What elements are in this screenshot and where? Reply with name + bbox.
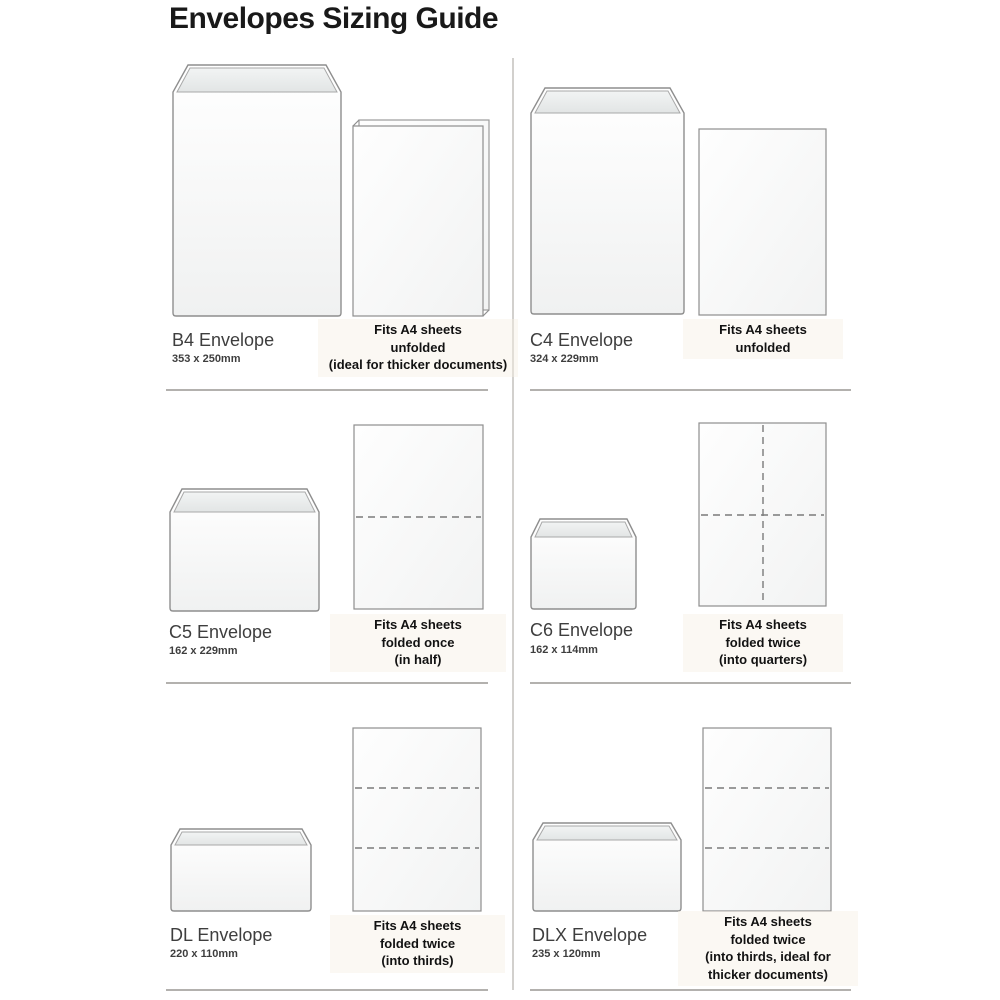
c5-envelope-graphic [169, 488, 320, 612]
c4-a4-sheet-graphic [698, 128, 827, 316]
row1-divider-left [166, 389, 488, 391]
dl-envelope-graphic [170, 828, 312, 912]
b4-envelope-size: 353 x 250mm [172, 353, 241, 365]
envelope-body [173, 65, 341, 316]
envelope-flap [537, 826, 677, 840]
c6-a4-sheet-graphic [698, 422, 827, 607]
c5-a4-sheet-graphic [353, 424, 484, 610]
c4-caption [683, 319, 843, 359]
c5-envelope-name: C5 Envelope [169, 622, 273, 642]
envelope-flap [175, 832, 307, 845]
caption-line: Fits A4 sheets [719, 322, 807, 337]
dlx-caption [678, 911, 858, 986]
c4-envelope-graphic [530, 87, 685, 315]
b4-envelope-graphic [172, 64, 342, 317]
envelope-flap [177, 68, 337, 92]
caption-line: (into thirds, ideal for [705, 949, 831, 964]
caption-line: folded twice [730, 931, 806, 947]
c6-envelope-name: C6 Envelope [530, 620, 634, 640]
caption-line: (ideal for thicker documents) [328, 357, 508, 372]
dlx-envelope-graphic [532, 822, 682, 912]
dlx-a4-sheet-graphic [702, 727, 832, 912]
sheet [353, 728, 481, 911]
dlx-envelope-size: 235 x 120mm [532, 948, 601, 960]
dl-envelope-name: DL Envelope [170, 925, 273, 945]
caption-line: (into quarters) [718, 652, 808, 667]
c5-envelope-size: 162 x 229mm [169, 645, 238, 657]
caption-line: unfolded [735, 339, 791, 355]
c6-envelope-size: 162 x 114mm [530, 644, 598, 656]
caption-line: Fits A4 sheets [724, 914, 812, 929]
caption-line: folded twice [379, 935, 456, 951]
c4-envelope-size: 324 x 229mm [530, 353, 599, 365]
c4-envelope-name: C4 Envelope [530, 330, 634, 350]
caption-line: (in half) [394, 652, 442, 667]
envelope-flap [535, 522, 632, 537]
row2-divider-left [166, 682, 488, 684]
row2-divider-right [530, 682, 851, 684]
dl-caption [330, 915, 505, 973]
caption-line: Fits A4 sheets [719, 617, 807, 632]
caption-line: Fits A4 sheets [374, 617, 462, 632]
b4-caption [318, 319, 518, 377]
sheet [703, 728, 831, 911]
envelope-body [531, 88, 684, 314]
c6-envelope-graphic [530, 518, 637, 610]
page-title: Envelopes Sizing Guide [169, 2, 499, 35]
c5-caption [330, 614, 506, 672]
caption-line: folded twice [725, 634, 801, 650]
caption-line: folded once [381, 634, 455, 650]
c6-caption [683, 614, 843, 672]
envelope-flap [174, 492, 315, 512]
stack-edge-top [353, 120, 359, 126]
front-sheet [353, 126, 483, 316]
caption-line: (into thirds) [381, 953, 454, 968]
row3-divider-right [530, 989, 851, 991]
row1-divider-right [530, 389, 851, 391]
vertical-divider [512, 58, 514, 990]
envelope-flap [535, 91, 680, 113]
row3-divider-left [166, 989, 488, 991]
stack-edge-bottom [483, 310, 489, 316]
caption-line: unfolded [390, 339, 446, 355]
dlx-envelope-name: DLX Envelope [532, 925, 648, 945]
caption-line: thicker documents) [708, 966, 828, 982]
dl-envelope-size: 220 x 110mm [170, 948, 238, 960]
dl-a4-sheet-graphic [352, 727, 482, 912]
sheet [699, 129, 826, 315]
caption-line: Fits A4 sheets [374, 322, 462, 337]
caption-line: Fits A4 sheets [373, 918, 462, 933]
b4-envelope-name: B4 Envelope [172, 330, 275, 350]
b4-a4-sheet-stack-graphic [352, 119, 492, 317]
